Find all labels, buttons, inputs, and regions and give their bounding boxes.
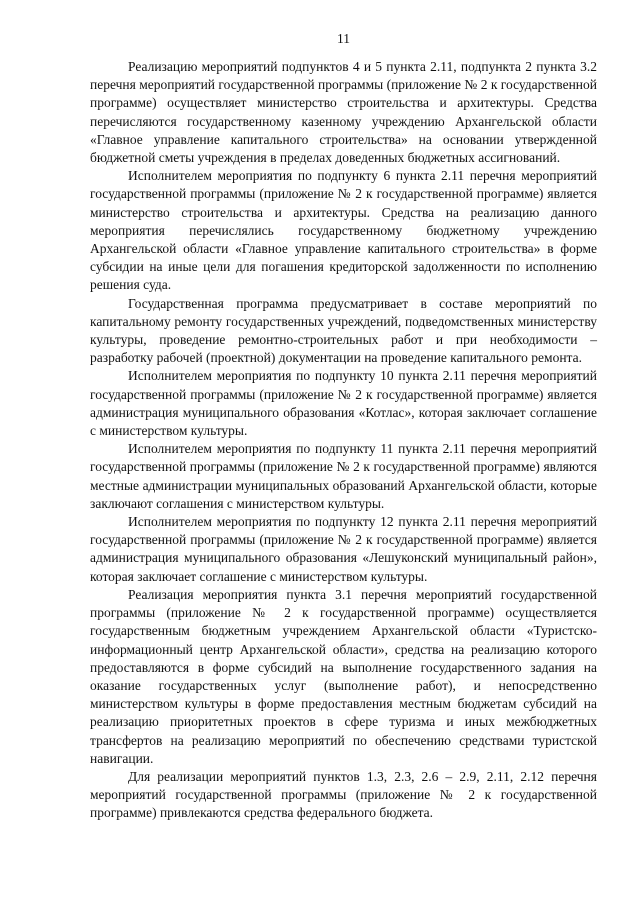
paragraph-3: Государственная программа предусматривает в составе мероприятий по капитальному ремонту государственных учреждений, подведомственных министерству культуры, проведение ремонтно-строительных работ и при необходимости – разработку рабочей (проектной) документации на проведение капитального ремонта. [90, 295, 597, 366]
paragraph-7: Реализация мероприятия пункта 3.1 перечня мероприятий государственной программы (приложение № 2 к государственной программе) осуществляется государственным бюджетным учреждением Архангельской области «Туристско-информационный центр Архангельской области», средства на реализацию которого предоставляются в форме субсидий на выполнение государственного задания на оказание государственных услуг (выполнение работ), и непосредственно министерством культуры в форме предоставления местным бюджетам субсидий на реализацию приоритетных проектов в сфере туризма и иных межбюджетных трансфертов на реализацию мероприятий по обеспечению средствами туристской навигации. [90, 586, 597, 766]
page-number: 11 [337, 31, 350, 46]
paragraph-2: Исполнителем мероприятия по подпункту 6 пункта 2.11 перечня мероприятий государственной программы (приложение № 2 к государственной программе) является министерство строительства и архитектуры. Средства на реализацию данного мероприятия перечислялись государственному бюджетному учреждению Архангельской области «Главное управление капитального строительства» в форме субсидии на иные цели для погашения кредиторской задолженности по исполнению решения суда. [90, 168, 597, 293]
paragraph-1: Реализацию мероприятий подпунктов 4 и 5 пункта 2.11, подпункта 2 пункта 3.2 перечня мероприятий государственной программы (приложение № 2 к государственной программе) осуществляет министерство строительства и архитектуры. Средства перечисляются государственному казенному учреждению Архангельской области «Главное управление капитального строительства» на основании утвержденной бюджетной сметы учреждения в пределах доведенных бюджетных ассигнований. [90, 59, 597, 166]
paragraph-8: Для реализации мероприятий пунктов 1.3, 2.3, 2.6 – 2.9, 2.11, 2.12 перечня мероприятий государственной программы (приложение № 2 к государственной программе) привлекаются средства федерального бюджета. [90, 768, 597, 821]
paragraph-5: Исполнителем мероприятия по подпункту 11 пункта 2.11 перечня мероприятий государственной программы (приложение № 2 к государственной программе) являются местные администрации муниципальных образований Архангельской области, которые заключают соглашения с министерством культуры. [90, 441, 597, 511]
paragraph-6: Исполнителем мероприятия по подпункту 12 пункта 2.11 перечня мероприятий государственной программы (приложение № 2 к государственной программе) является администрация муниципального образования «Лешуконский муниципальный район», которая заключает соглашение с министерством культуры. [90, 514, 597, 584]
paragraph-4: Исполнителем мероприятия по подпункту 10 пункта 2.11 перечня мероприятий государственной программы (приложение № 2 к государственной программе) является администрация муниципального образования «Котлас», которая заключает соглашение с министерством культуры. [90, 368, 597, 439]
document-page [90, 30, 597, 823]
